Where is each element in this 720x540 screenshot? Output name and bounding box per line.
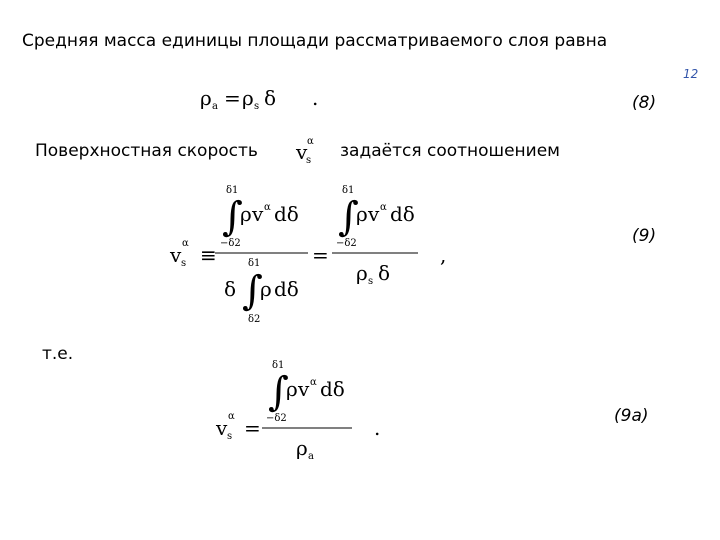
v-symbol: v bbox=[170, 243, 182, 267]
period: . bbox=[312, 86, 319, 110]
subscript-s: s bbox=[254, 101, 260, 112]
superscript-alpha: α bbox=[182, 238, 189, 249]
lower-limit: −δ2 bbox=[220, 238, 241, 249]
heading-text: Средняя масса единицы площади рассматриваемого слоя равна bbox=[22, 31, 608, 51]
v-symbol: v bbox=[296, 140, 308, 164]
rho-symbol: ρ bbox=[286, 377, 298, 401]
lower-limit: δ2 bbox=[248, 314, 261, 325]
lower-limit: −δ2 bbox=[336, 238, 357, 249]
rho-symbol: ρ bbox=[200, 86, 212, 110]
upper-limit: δ1 bbox=[248, 258, 261, 269]
d-delta: dδ bbox=[390, 202, 415, 226]
subscript-s: s bbox=[227, 431, 233, 442]
rho-symbol: ρ bbox=[240, 202, 252, 226]
integral-sign: ∫ bbox=[222, 194, 243, 240]
equals-sign: = bbox=[224, 86, 241, 110]
v-symbol: v bbox=[368, 202, 380, 226]
subscript-a: a bbox=[212, 101, 218, 112]
superscript-alpha: α bbox=[228, 411, 235, 422]
vs-alpha-symbol bbox=[296, 135, 326, 169]
superscript-alpha: α bbox=[310, 377, 317, 388]
rho-symbol: ρ bbox=[356, 202, 368, 226]
v-symbol: v bbox=[216, 416, 228, 440]
lower-limit: −δ2 bbox=[266, 413, 287, 424]
period: . bbox=[374, 416, 381, 440]
equals-sign: = bbox=[312, 243, 329, 267]
delta-symbol: δ bbox=[378, 261, 391, 285]
subscript-s: s bbox=[368, 276, 374, 287]
superscript-alpha: α bbox=[264, 202, 271, 213]
integral-sign: ∫ bbox=[268, 369, 289, 415]
equiv-sign: ≡ bbox=[200, 243, 217, 267]
superscript-alpha: α bbox=[380, 202, 387, 213]
equation-9a bbox=[210, 355, 410, 465]
rho-symbol: ρ bbox=[242, 86, 254, 110]
comma: , bbox=[440, 243, 447, 267]
delta-symbol: δ bbox=[224, 277, 237, 301]
subscript-s: s bbox=[306, 155, 312, 166]
d-delta: dδ bbox=[320, 377, 345, 401]
d-delta: dδ bbox=[274, 202, 299, 226]
subscript-s: s bbox=[181, 258, 187, 269]
surface-velocity-text: Поверхностная скорость bbox=[35, 141, 258, 161]
ie-text: т.е. bbox=[42, 344, 74, 364]
equation-8 bbox=[200, 85, 340, 115]
rho-symbol: ρ bbox=[296, 436, 308, 460]
d-delta: dδ bbox=[274, 277, 299, 301]
v-symbol: v bbox=[298, 377, 310, 401]
integral-sign: ∫ bbox=[338, 194, 359, 240]
equation-9 bbox=[160, 178, 460, 328]
equation-9-label: (9) bbox=[632, 226, 657, 246]
equals-sign: = bbox=[244, 416, 261, 440]
delta-symbol: δ bbox=[264, 86, 277, 110]
rho-symbol: ρ bbox=[260, 277, 272, 301]
upper-limit: δ1 bbox=[226, 185, 239, 196]
page-number: 12 bbox=[683, 67, 699, 81]
relation-text: задаётся соотношением bbox=[340, 141, 560, 161]
subscript-a: a bbox=[308, 451, 314, 462]
equation-9a-label: (9а) bbox=[614, 406, 649, 426]
rho-symbol: ρ bbox=[356, 261, 368, 285]
v-symbol: v bbox=[252, 202, 264, 226]
upper-limit: δ1 bbox=[272, 360, 285, 371]
upper-limit: δ1 bbox=[342, 185, 355, 196]
integral-sign: ∫ bbox=[242, 268, 263, 314]
superscript-alpha: α bbox=[307, 136, 314, 147]
equation-8-label: (8) bbox=[632, 93, 657, 113]
